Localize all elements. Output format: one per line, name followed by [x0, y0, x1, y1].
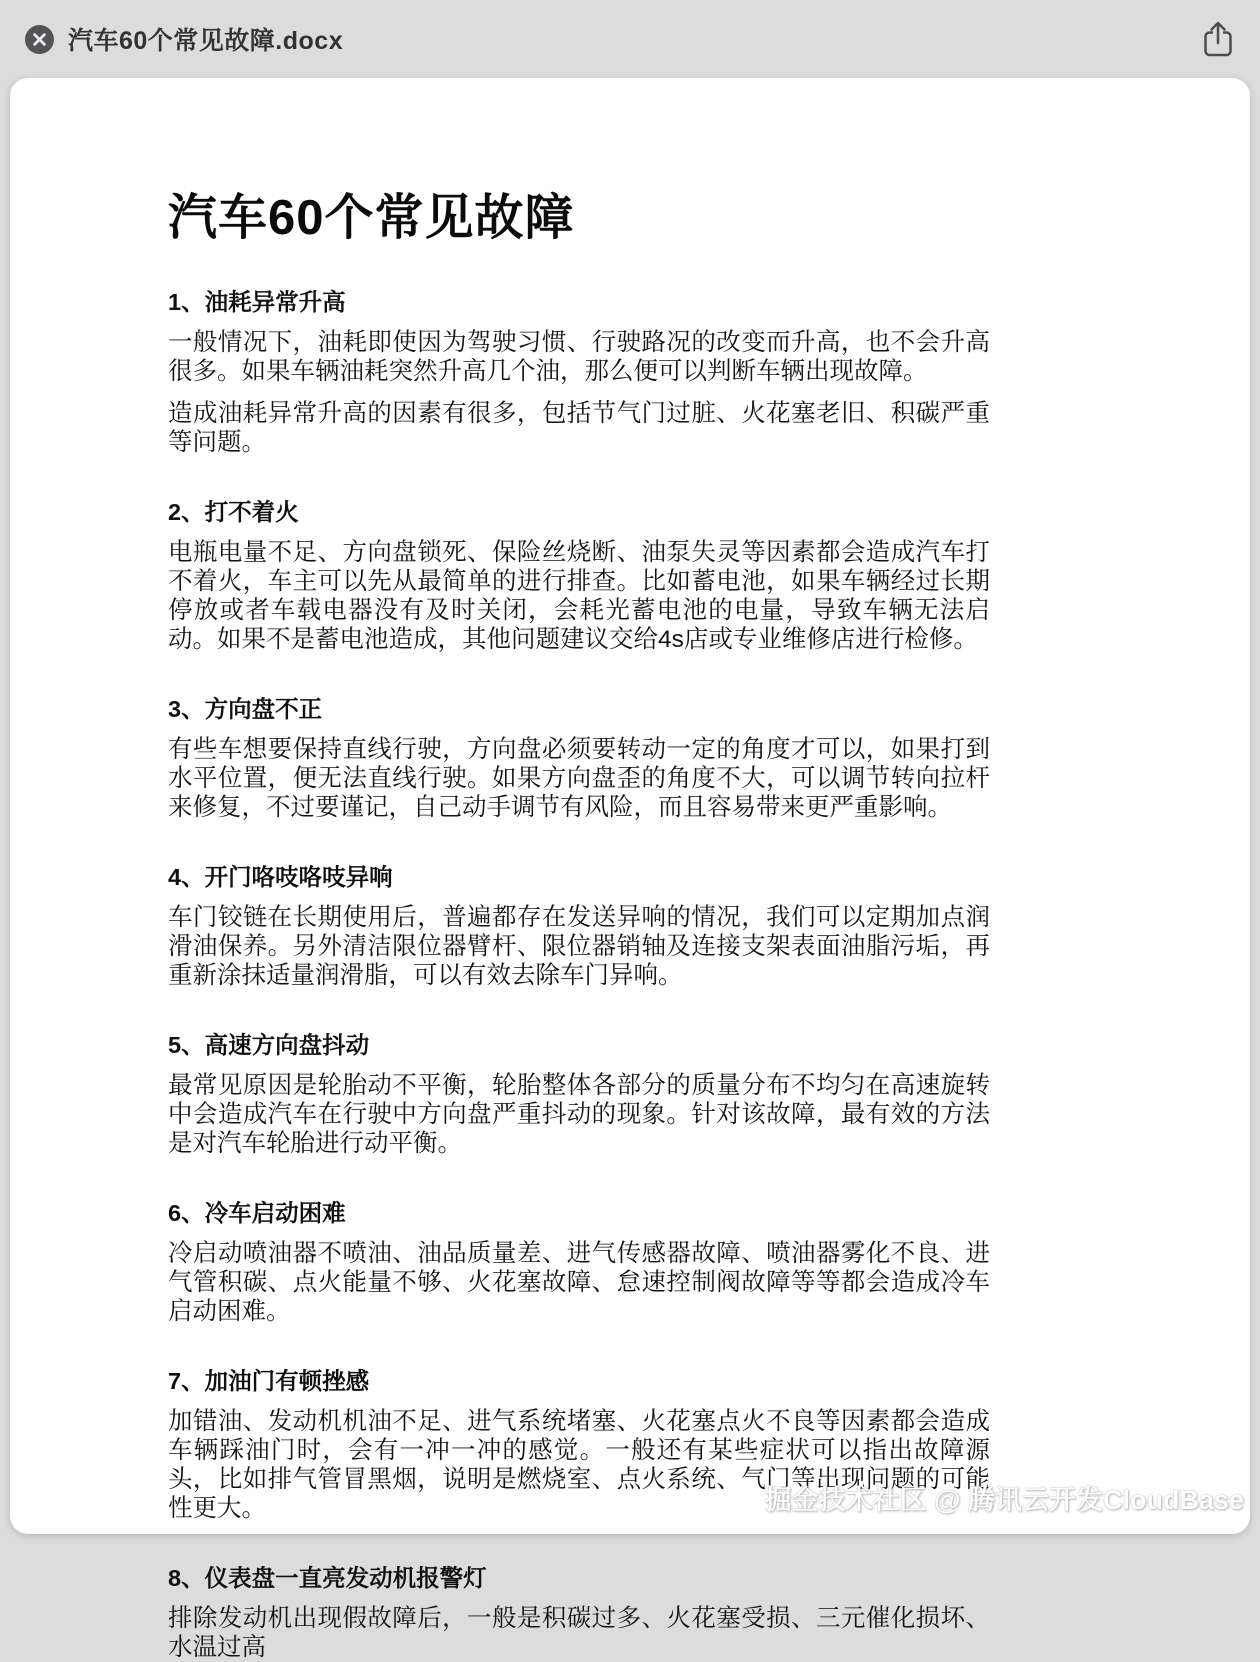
document-page[interactable] [10, 78, 1250, 1661]
section-paragraph: 车门铰链在长期使用后，普遍都存在发送异响的情况，我们可以定期加点润滑油保养。另外清洁限位器臂杆、限位器销轴及连接支架表面油脂污垢，再重新涂抹适量润滑脂，可以有效去除车门异响。 [168, 903, 990, 989]
section-paragraph: 造成油耗异常升高的因素有很多，包括节气门过脏、火花塞老旧、积碳严重等问题。 [168, 399, 990, 456]
document-section [168, 696, 990, 822]
close-button[interactable] [24, 24, 55, 55]
close-icon [24, 24, 55, 55]
section-paragraph: 排除发动机出现假故障后，一般是积碳过多、火花塞受损、三元催化损坏、水温过高 [168, 1604, 990, 1661]
share-button[interactable] [1202, 19, 1234, 59]
document-title: 汽车60个常见故障 [168, 191, 575, 245]
section-heading: 3、方向盘不正 [168, 695, 323, 722]
section-heading: 4、开门咯吱咯吱异响 [168, 863, 393, 890]
section-heading: 2、打不着火 [168, 498, 299, 525]
section-paragraph: 一般情况下，油耗即使因为驾驶习惯、行驶路况的改变而升高，也不会升高很多。如果车辆油耗突然升高几个油，那么便可以判断车辆出现故障。 [168, 328, 990, 385]
document-section [168, 864, 990, 990]
section-paragraph: 有些车想要保持直线行驶，方向盘必须要转动一定的角度才可以，如果打到水平位置，便无法直线行驶。如果方向盘歪的角度不大，可以调节转向拉杆来修复，不过要谨记，自己动手调节有风险，而且容易带来更严重影响。 [168, 735, 990, 821]
sections-container [168, 289, 990, 1662]
share-icon [1202, 19, 1234, 59]
file-title: 汽车60个常见故障.docx [68, 27, 344, 55]
section-paragraph: 电瓶电量不足、方向盘锁死、保险丝烧断、油泵失灵等因素都会造成汽车打不着火，车主可以先从最简单的进行排查。比如蓄电池，如果车辆经过长期停放或者车载电器没有及时关闭，会耗光蓄电池的电量，导致车辆无法启动。如果不是蓄电池造成，其他问题建议交给4s店或专业维修店进行检修。 [168, 538, 990, 653]
section-heading: 6、冷车启动困难 [168, 1199, 346, 1226]
document-section [168, 289, 990, 457]
section-paragraph: 最常见原因是轮胎动不平衡，轮胎整体各部分的质量分布不均匀在高速旋转中会造成汽车在行驶中方向盘严重抖动的现象。针对该故障，最有效的方法是对汽车轮胎进行动平衡。 [168, 1071, 990, 1157]
watermark: 掘金技术社区 @ 腾讯云开发CloudBase [764, 1485, 1244, 1515]
document-section [168, 1032, 990, 1158]
section-heading: 8、仪表盘一直亮发动机报警灯 [168, 1564, 487, 1591]
section-paragraph: 加错油、发动机机油不足、进气系统堵塞、火花塞点火不良等因素都会造成车辆踩油门时，会有一冲一冲的感觉。一般还有某些症状可以指出故障源头，比如排气管冒黑烟，说明是燃烧室、点火系统、气门等出现问题的可能性更大。 [168, 1407, 990, 1522]
document-section [168, 1368, 990, 1523]
document-section [168, 1565, 990, 1662]
section-heading: 7、加油门有顿挫感 [168, 1367, 370, 1394]
section-paragraph: 冷启动喷油器不喷油、油品质量差、进气传感器故障、喷油器雾化不良、进气管积碳、点火能量不够、火花塞故障、怠速控制阀故障等等都会造成冷车启动困难。 [168, 1239, 990, 1325]
preview-toolbar [0, 0, 1260, 78]
document-section [168, 499, 990, 654]
section-heading: 5、高速方向盘抖动 [168, 1031, 370, 1058]
document-content [10, 78, 998, 1662]
document-section [168, 1200, 990, 1326]
section-heading: 1、油耗异常升高 [168, 288, 346, 315]
